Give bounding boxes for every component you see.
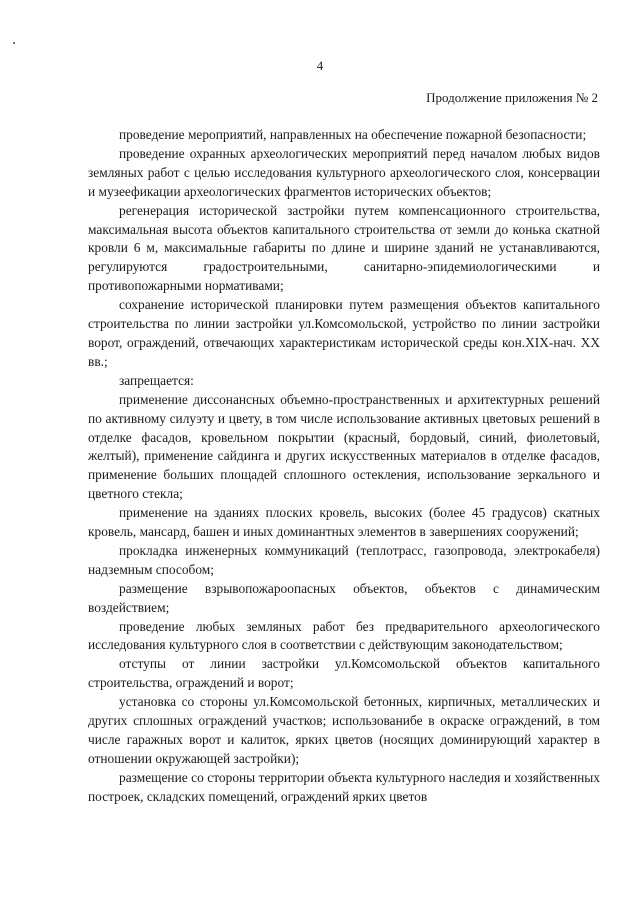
paragraph: проведение любых земляных работ без предварительного археологического исследования культурного слоя в соответствии с действующим законодательством; (88, 618, 600, 653)
paragraph: отступы от линии застройки ул.Комсомольской объектов капитального строительства, ограждений и ворот; (88, 656, 600, 691)
paragraph: проведение мероприятий, направленных на обеспечение пожарной безопасности; (119, 127, 587, 142)
paragraph: установка со стороны ул.Комсомольской бетонных, кирпичных, металлических и других сплошных ограждений участков; использованибе в окраске ограждений, в том числе гаражных ворот и калиток, ярких цветов (носящих доминирующий характер в отношении окружающей застройки); (88, 694, 600, 766)
page-number: 4 (316, 58, 324, 73)
paragraph: размещение взрывопожароопасных объектов, объектов с динамическим воздействием; (88, 580, 600, 615)
paragraph: регенерация исторической застройки путем компенсационного строительства, максимальная высота объектов капитального строительства от земли до конька скатной кровли 6 м, максимальные габариты по длине и ширине зданий не устанавливаются, регулируются градостроительными, санитарно-эпидемиологическими и противопожарными нормативами; (88, 202, 600, 294)
paragraph: применение диссонансных объемно-пространственных и архитектурных решений по активному силуэту и цвету, в том числе использование активных цветовых решений в отделке фасадов, кровельном покрытии (красный, бордовый, синий, фиолетовый, желтый), применение сайдинга и других искусственных материалов в отделке фасадов, применение больших площадей сплошного остекления, использование зеркального и цветного стекла; (88, 391, 600, 502)
paragraph: применение на зданиях плоских кровель, высоких (более 45 градусов) скатных кровель, мансард, башен и иных доминантных элементов в завершениях сооружений; (88, 505, 600, 540)
paragraph: проведение охранных археологических мероприятий перед началом любых видов земляных работ с целью исследования культурного археологического слоя, консервации и музеефикации археологических фрагментов исторических объектов; (88, 145, 600, 199)
document-body (88, 126, 600, 807)
paragraph: прокладка инженерных коммуникаций (теплотрасс, газопровода, электрокабеля) надземным способом; (88, 542, 600, 577)
paragraph: размещение со стороны территории объекта культурного наследия и хозяйственных построек, складских помещений, ограждений ярких цветов (88, 769, 600, 804)
paragraph: сохранение исторической планировки путем размещения объектов капитального строительства по линии застройки ул.Комсомольской, устройство по линии застройки ворот, ограждений, отвечающих характеристикам исторической среды кон.XIX-нач. XX вв.; (88, 297, 600, 369)
continuation-heading: Продолжение приложения № 2 (426, 90, 598, 105)
paragraph: запрещается: (119, 372, 194, 388)
scan-speck (13, 42, 15, 44)
